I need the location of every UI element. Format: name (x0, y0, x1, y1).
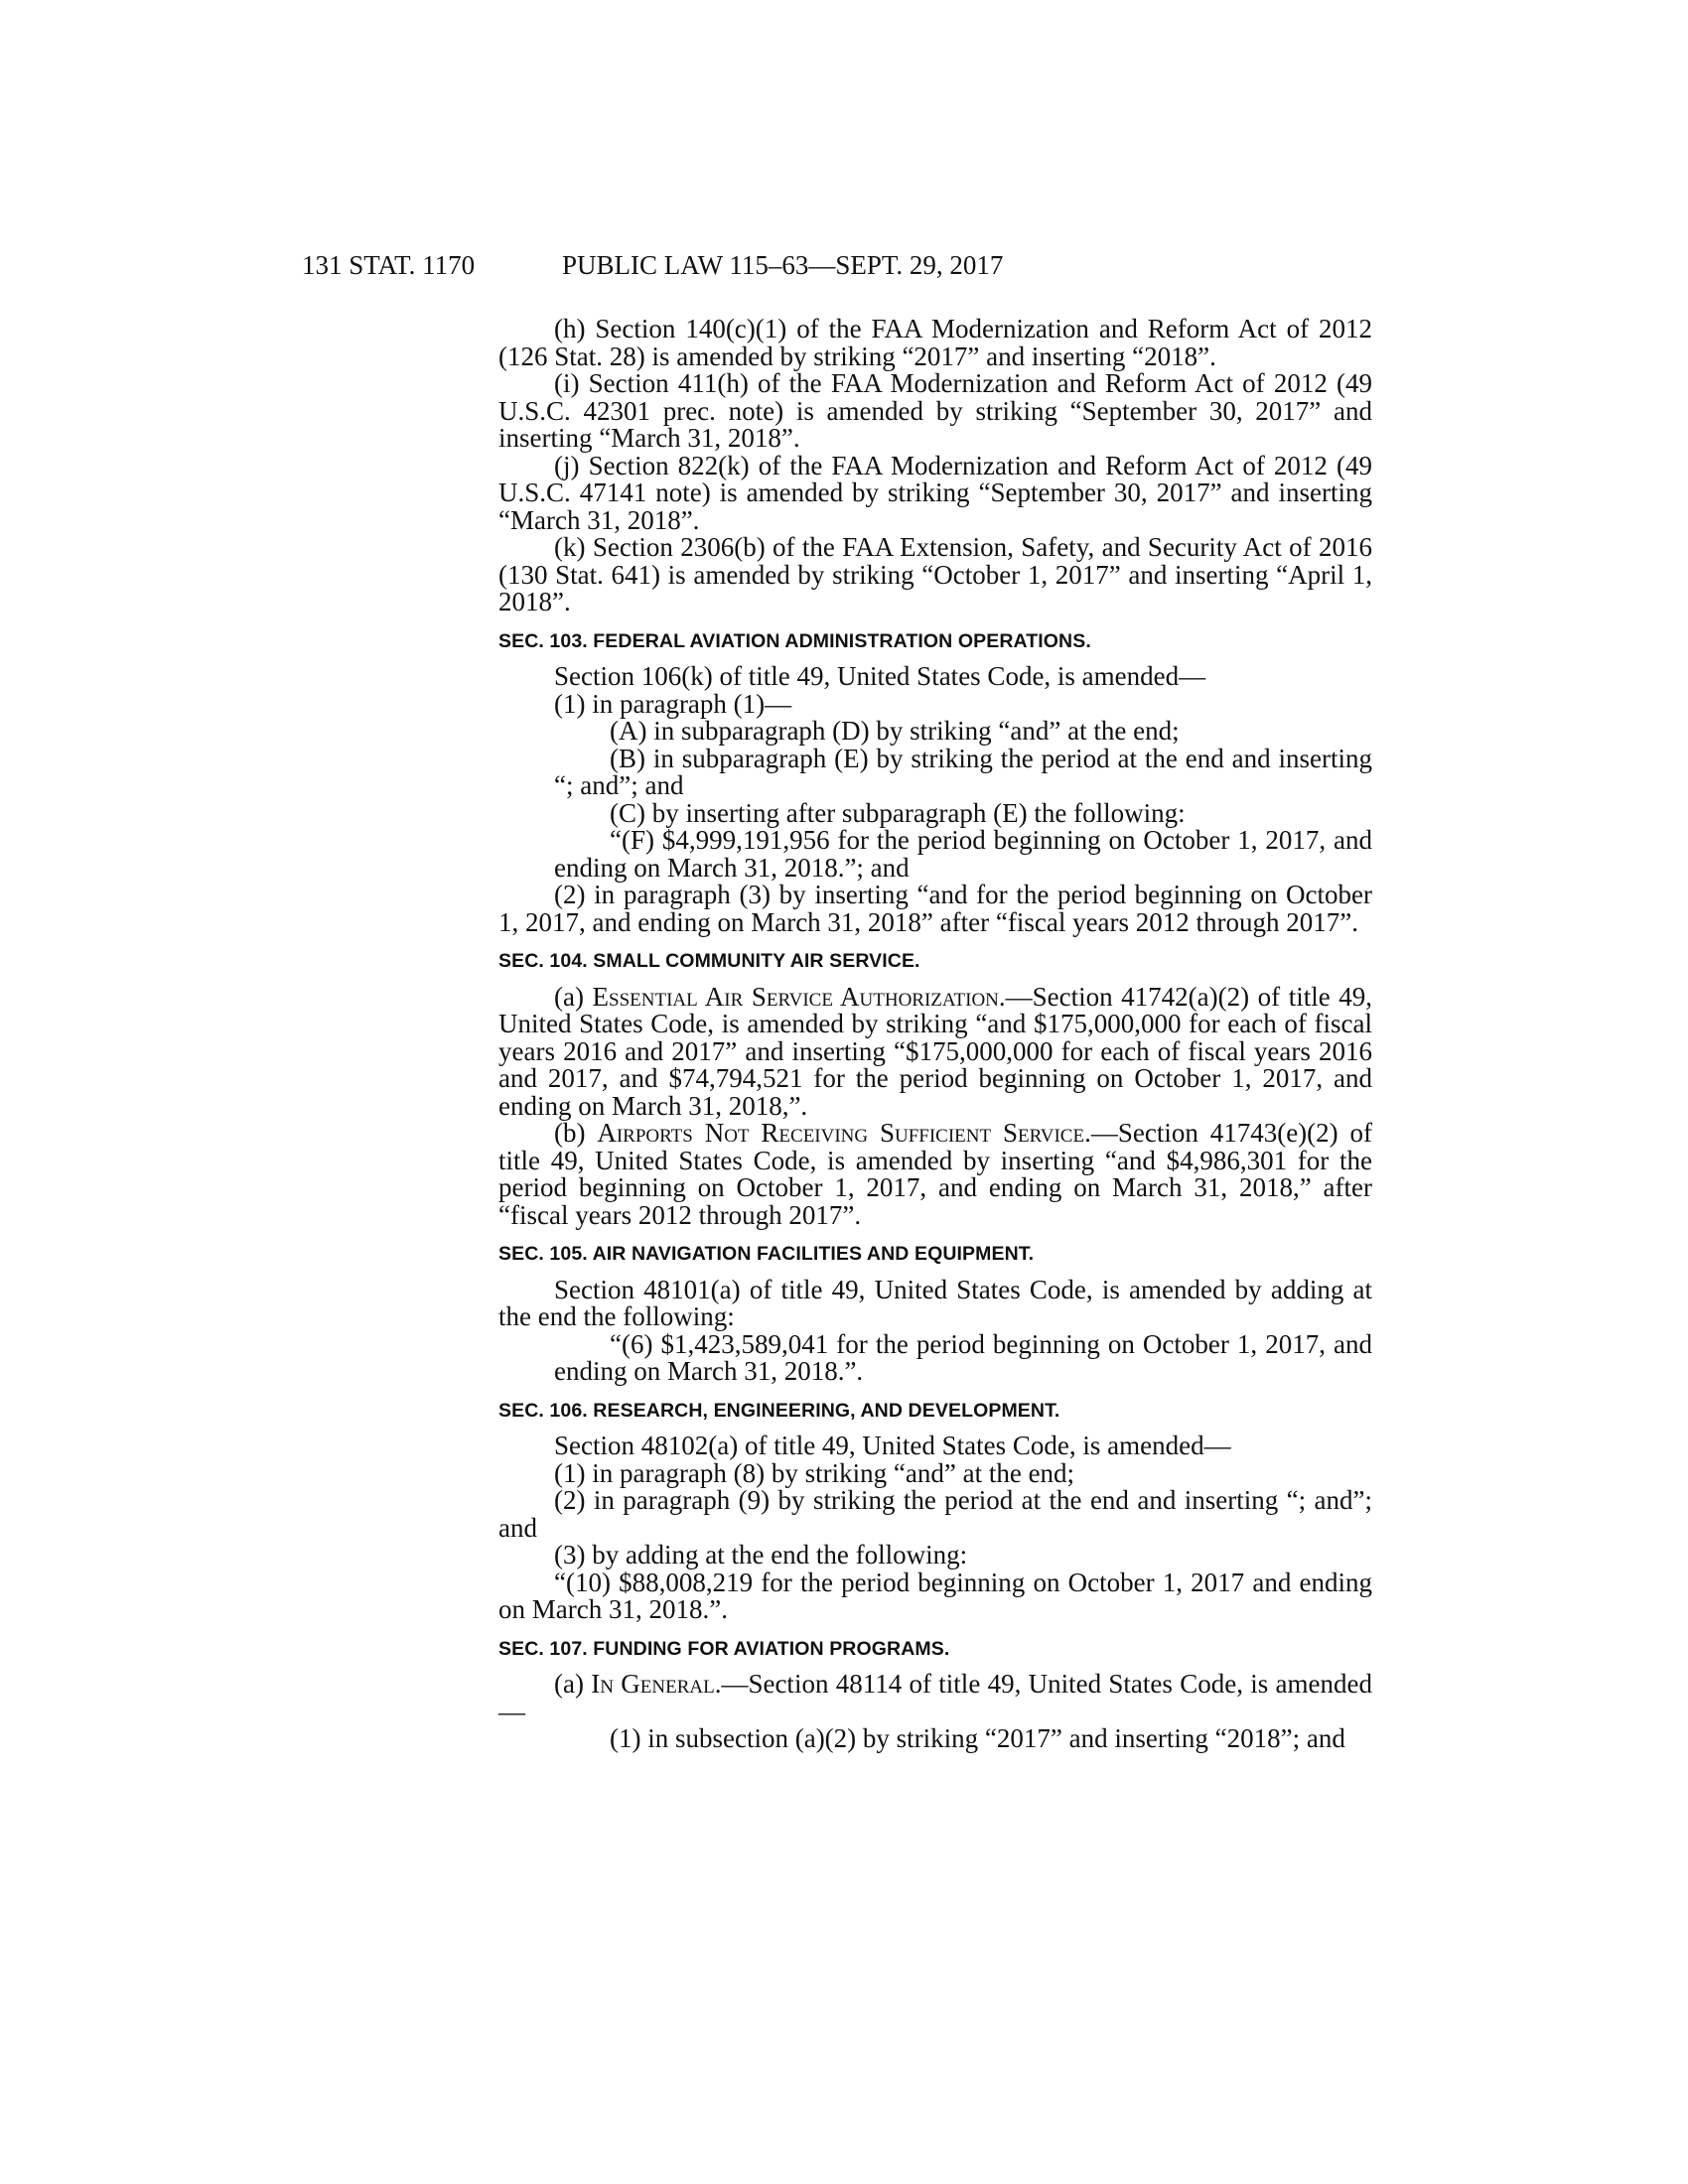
subsection-a-label: (a) (554, 1669, 592, 1699)
running-header (302, 250, 1215, 290)
subsection-b-text: .—Section 41743(e)(2) of title 49, United States Code, is amended by inserting “and $4,986,301 for the period beginning on October 1, 2017, and ending on March 31, 2018,” after “fiscal years 2012 through 2017”. (498, 1118, 1373, 1230)
paragraph-j: (j) Section 822(k) of the FAA Modernization and Reform Act of 2012 (49 U.S.C. 47141 note) is amended by striking “September 30, 2017” and inserting “March 31, 2018”. (498, 450, 1372, 535)
section-107-heading: SEC. 107. FUNDING FOR AVIATION PROGRAMS. (498, 1637, 950, 1660)
section-104-heading: SEC. 104. SMALL COMMUNITY AIR SERVICE. (498, 950, 920, 972)
section-106-para-3: (3) by adding at the end the following: (554, 1540, 968, 1570)
public-law-citation: PUBLIC LAW 115–63—SEPT. 29, 2017 (562, 250, 1004, 280)
paragraph-h: (h) Section 140(c)(1) of the FAA Modernization and Reform Act of 2012 (126 Stat. 28) is amended by striking “2017” and inserting “2018”. (498, 314, 1372, 371)
section-105-para-6: “(6) $1,423,589,041 for the period beginning on October 1, 2017, and ending on March 31, 2018.”. (554, 1328, 1372, 1386)
section-106-para-10: “(10) $88,008,219 for the period beginning on October 1, 2017 and ending on March 31, 2018.”. (498, 1567, 1372, 1624)
section-107-subsection-a (498, 1671, 1372, 1725)
section-103-subpara-c: (C) by inserting after subparagraph (E) the following: (610, 797, 1186, 828)
section-106-para-2: (2) in paragraph (9) by striking the period at the end and inserting “; and”; and (498, 1485, 1372, 1543)
document-body (498, 316, 1372, 1753)
section-104-subsection-b (498, 1120, 1372, 1229)
subsection-a-heading: In General (591, 1669, 715, 1699)
section-103-intro: Section 106(k) of title 49, United States Code, is amended— (554, 661, 1206, 691)
section-106-intro: Section 48102(a) of title 49, United States Code, is amended— (554, 1431, 1231, 1460)
section-105-intro: Section 48101(a) of title 49, United States Code, is amended by adding at the end the following: (498, 1274, 1372, 1331)
subsection-b-heading: Airports Not Receiving Sufficient Service (597, 1118, 1085, 1148)
paragraph-k: (k) Section 2306(b) of the FAA Extension, Safety, and Security Act of 2016 (130 Stat. 641) is amended by striking “October 1, 2017” and inserting “April 1, 2018”. (498, 532, 1372, 616)
section-103-subpara-b: (B) in subparagraph (E) by striking the period at the end and inserting “; and”; and (554, 743, 1372, 800)
section-107-para-1: (1) in subsection (a)(2) by striking “2017” and inserting “2018”; and (610, 1723, 1345, 1753)
section-105-heading: SEC. 105. AIR NAVIGATION FACILITIES AND EQUIPMENT. (498, 1243, 1035, 1265)
subsection-a-heading: Essential Air Service Authorization (592, 981, 999, 1012)
section-103-para-1: (1) in paragraph (1)— (554, 688, 792, 719)
subsection-b-label: (b) (554, 1118, 598, 1148)
stat-page-number: 131 STAT. 1170 (302, 250, 476, 280)
section-103-subpara-a: (A) in subparagraph (D) by striking “and” at the end; (610, 716, 1180, 746)
section-106-para-1: (1) in paragraph (8) by striking “and” at the end; (554, 1457, 1075, 1488)
subsection-a-text: .—Section 41742(a)(2) of title 49, United States Code, is amended by striking “and $175,000,000 for each of fiscal years 2016 and 2017” and inserting “$175,000,000 for each of fiscal years 2016 and 2017, and $74,794,521 for the period beginning on October 1, 2017, and ending on March 31, 2018,”. (498, 981, 1373, 1121)
section-103-heading: SEC. 103. FEDERAL AVIATION ADMINISTRATION OPERATIONS. (498, 629, 1091, 652)
paragraph-i: (i) Section 411(h) of the FAA Modernization and Reform Act of 2012 (49 U.S.C. 42301 prec. note) is amended by striking “September 30, 2017” and inserting “March 31, 2018”. (498, 368, 1372, 453)
section-104-subsection-a (498, 981, 1373, 1121)
section-106-heading: SEC. 106. RESEARCH, ENGINEERING, AND DEVELOPMENT. (498, 1399, 1060, 1422)
section-103-subpara-f: “(F) $4,999,191,956 for the period beginning on October 1, 2017, and ending on March 31, 2018.”; and (554, 825, 1372, 883)
subsection-a-text: .—Section 48114 of title 49, United States Code, is amended— (498, 1669, 1372, 1726)
section-103-para-2: (2) in paragraph (3) by inserting “and for the period beginning on October 1, 2017, and ending on March 31, 2018” after “fiscal years 2012 through 2017”. (498, 880, 1372, 937)
subsection-a-label: (a) (554, 981, 593, 1012)
